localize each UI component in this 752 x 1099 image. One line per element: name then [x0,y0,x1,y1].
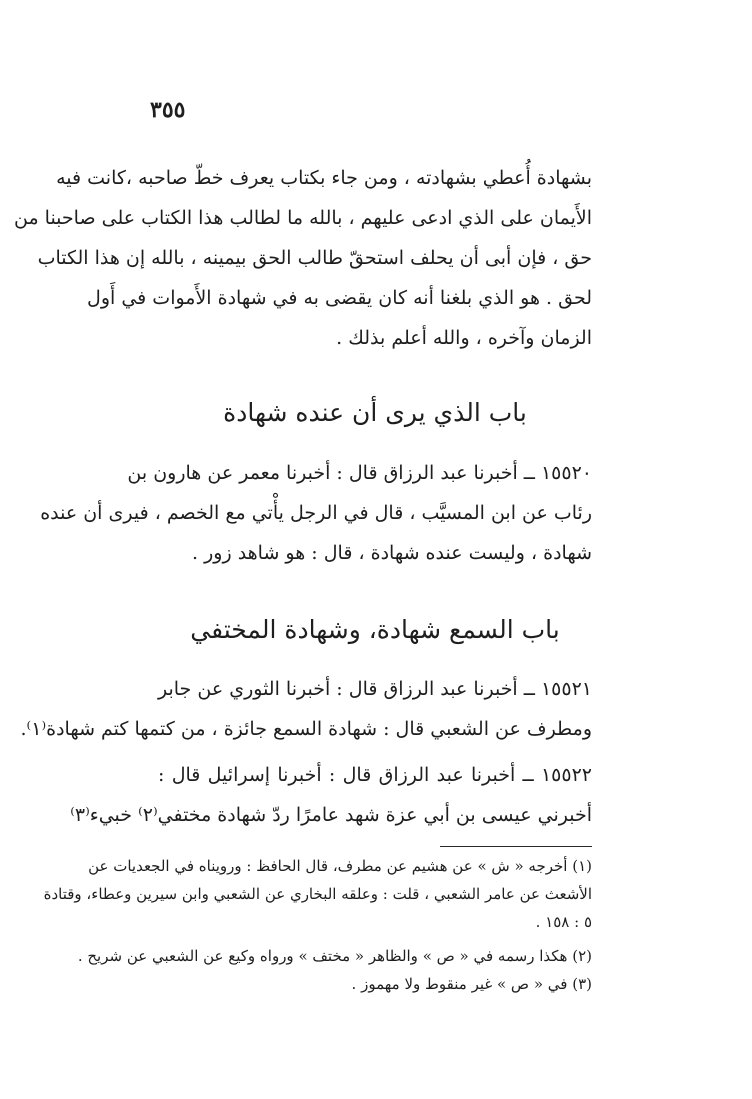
footnote-2 [77,942,592,970]
page-number: ٣٥٥ [150,97,186,123]
section2-paragraph-1 [20,669,592,749]
text-line: بشهادة أُعطي بشهادته ، ومن جاء بكتاب يعرف خطّ صاحبه ،كانت فيه [56,167,592,189]
footnote-line: الأشعث عن عامر الشعبي ، قلت : وعلقه البخاري عن الشعبي وابن سيرين وعطاء، وقتادة [43,885,592,903]
section-heading-hearing: باب السمع شهادة، وشهادة المختفي [190,615,560,644]
footnote-line: (٣) في « ص » غير منقوط ولا مهموز . [351,975,592,993]
footnote-line: (١) أخرجه « ش » عن هشيم عن مطرف، قال الحافظ : ورويناه في الجعديات عن [88,857,592,875]
text-line: ١٥٥٢٠ ــ أخبرنا عبد الرزاق قال : أخبرنا معمر عن هارون بن [127,462,592,484]
text-line: رئاب عن ابن المسيَّب ، قال في الرجل يأْتي مع الخصم ، فيرى أن عنده [40,502,592,524]
section2-paragraph-2 [70,755,592,835]
footnote-line: (٢) هكذا رسمه في « ص » والظاهر « مختف » ورواه وكيع عن الشعبي عن شريح . [77,947,592,965]
text-line: ومطرف عن الشعبي قال : شهادة السمع جائزة ، من كتمها كتم شهادة⁽١⁾. [20,718,592,740]
text-line: الزمان وآخره ، والله أعلم بذلك . [336,327,592,349]
footnote-1 [43,852,592,936]
text-line: ١٥٥٢١ ــ أخبرنا عبد الرزاق قال : أخبرنا الثوري عن جابر [158,678,592,700]
text-line: ١٥٥٢٢ ــ أخبرنا عبد الرزاق قال : أخبرنا إسرائيل قال : [158,764,592,786]
footnotes [43,852,592,998]
text-line: حق ، فإن أبى أن يحلف استحقّ طالب الحق بيمينه ، بالله إن هذا الكتاب [37,247,592,269]
text-line: شهادة ، وليست عنده شهادة ، قال : هو شاهد زور . [192,542,592,564]
footnote-divider [440,846,592,847]
text-line: لحق . هو الذي بلغنا أنه كان يقضى به في شهادة الأَموات في أَول [87,287,592,309]
text-line: الأَيمان على الذي ادعى عليهم ، بالله ما لطالب هذا الكتاب على صاحبنا من [13,207,592,229]
section-heading-witness: باب الذي يرى أن عنده شهادة [223,398,527,427]
footnote-line: ٥ : ١٥٨ . [535,913,592,931]
section1-paragraph [40,453,592,573]
text-line: أخبرني عيسى بن أبي عزة شهد عامرًا ردّ شهادة مختفي⁽٢⁾ خبيء⁽٣⁾ [70,804,592,826]
intro-paragraph [13,158,592,358]
footnote-3 [158,970,592,998]
